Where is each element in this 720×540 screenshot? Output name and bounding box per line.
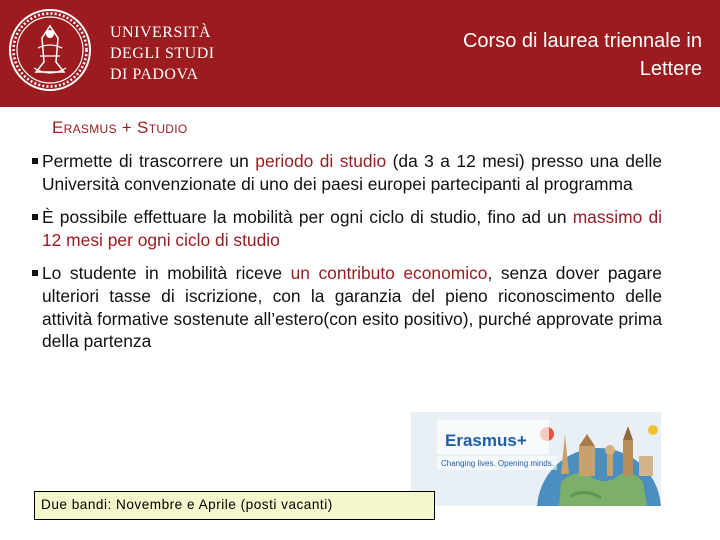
university-name	[110, 22, 215, 85]
erasmus-tagline: Changing lives. Opening minds.	[441, 459, 554, 468]
bullet-item	[32, 206, 662, 251]
bullet-item	[32, 262, 662, 352]
bullet-square-icon	[32, 270, 38, 276]
bullet-text	[42, 262, 662, 352]
erasmus-illustration	[411, 412, 661, 506]
text-segment: È possibile effettuare la mobilità per ogni ciclo di studio, fino ad un	[42, 207, 573, 228]
erasmus-logo-text: Erasmus+	[445, 431, 527, 450]
university-logo	[8, 8, 215, 96]
header-banner	[0, 0, 720, 107]
university-name-line: DI PADOVA	[110, 66, 199, 83]
bullet-list	[32, 150, 662, 364]
course-title-line: Corso di laurea triennale in	[462, 30, 702, 52]
course-title	[382, 27, 702, 83]
notice-text: Due bandi: Novembre e Aprile (posti vacanti)	[41, 497, 333, 512]
highlighted-text: periodo di studio	[255, 151, 387, 171]
text-segment: , senza dover pagare ulteriori tasse di iscrizione, con la garanzia del pieno riconoscimento delle attività formative sostenute all’estero(con esito positivo), purché approvate prima della partenza	[42, 263, 662, 352]
notice-box	[34, 491, 435, 520]
text-segment: Permette di trascorrere un	[42, 151, 256, 171]
university-seal-icon	[8, 8, 92, 92]
bullet-text	[42, 206, 662, 251]
section-title: Erasmus + Studio	[52, 118, 188, 137]
text-segment: Lo studente in mobilità riceve	[42, 263, 291, 284]
university-name-line: UNIVERSITÀ	[110, 24, 211, 41]
text-segment: (da 3 a 12 mesi) presso una delle Università convenzionate di uno dei paesi europei partecipanti al programma	[42, 151, 662, 194]
bullet-text	[42, 150, 662, 195]
erasmus-promo-image	[411, 412, 661, 506]
bullet-square-icon	[32, 158, 38, 164]
highlighted-text: massimo di 12 mesi per ogni ciclo di studio	[42, 207, 662, 250]
university-name-line: DEGLI STUDI	[110, 45, 215, 62]
highlighted-text: un contributo economico	[290, 263, 488, 284]
bullet-item	[32, 150, 662, 195]
bullet-square-icon	[32, 214, 38, 220]
course-title-line: Lettere	[639, 58, 702, 80]
